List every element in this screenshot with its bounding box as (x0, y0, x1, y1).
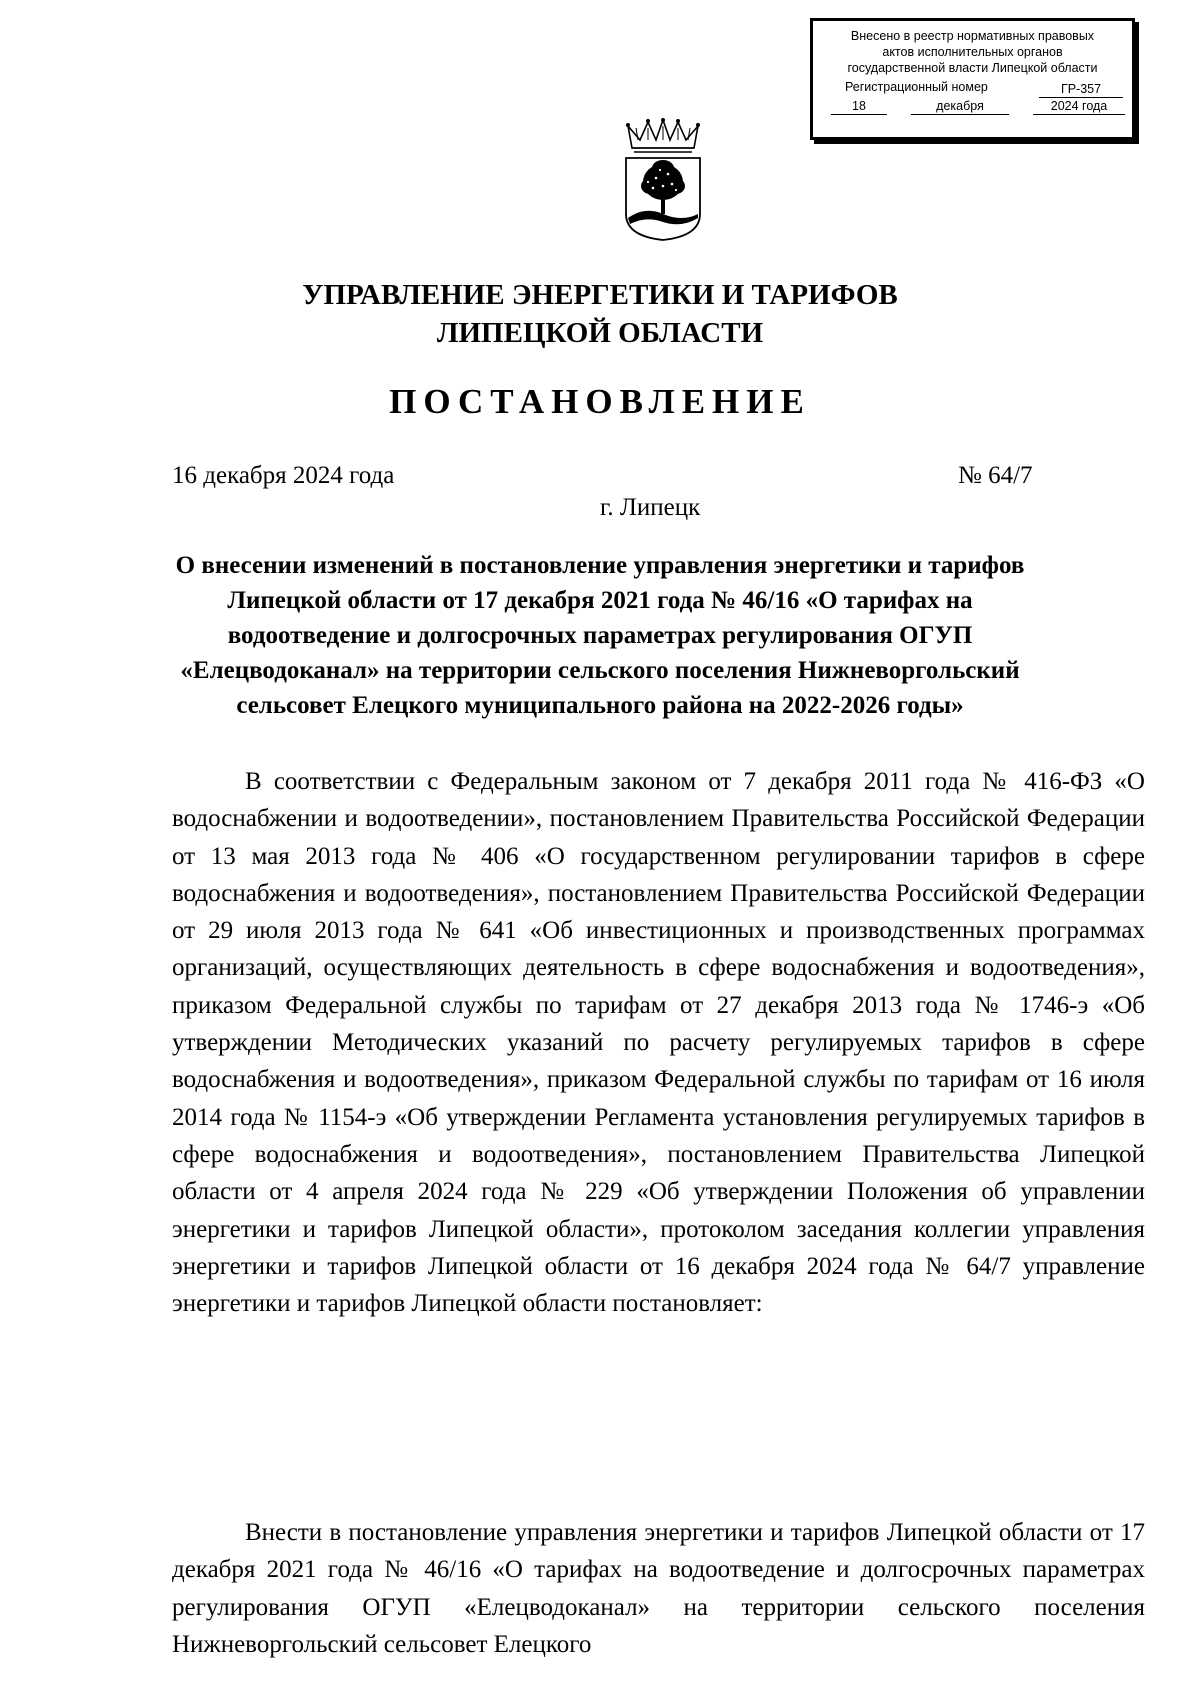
document-title-line-5: сельсовет Елецкого муниципального района на 2022-2026 годы» (236, 692, 964, 719)
lipetsk-coat-of-arms-icon (620, 118, 706, 242)
document-title-line-4: «Елецводоканал» на территории сельского поселения Нижневоргольский (180, 657, 1020, 684)
stamp-date-month: декабря (911, 98, 1009, 115)
registry-stamp (810, 18, 1135, 140)
document-date: 16 декабря 2024 года (172, 462, 395, 489)
document-number: № 64/7 (958, 462, 1033, 489)
document-type-heading: ПОСТАНОВЛЕНИЕ (389, 382, 811, 421)
stamp-registration-row (813, 77, 1132, 97)
body-paragraph-1: В соответствии с Федеральным законом от 7 декабря 2011 года № 416-ФЗ «О водоснабжении и водоотведении», постановлением Правительства Российской Федерации от 13 мая 2013 года № 406 «О государственном регулировании тарифов в сфере водоснабжения и водоотведения», постановлением Правительства Российской Федерации от 29 июля 2013 года № 641 «Об инвестиционных и производственных программах организаций, осуществляющих деятельность в сфере водоснабжения и водоотведения», приказом Федеральной службы по тарифам от 27 декабря 2013 года № 1746-э «Об утверждении Методических указаний по расчету регулируемых тарифов в сфере водоснабжения и водоотведения», приказом Федеральной службы по тарифам от 16 июля 2014 года № 1154-э «Об утверждении Регламента установления регулируемых тарифов в сфере водоснабжения и водоотведения», постановлением Правительства Липецкой области от 4 апреля 2024 года № 229 «Об утверждении Положения об управлении энергетики и тарифов Липецкой области», протоколом заседания коллегии управления энергетики и тарифов Липецкой области от 16 декабря 2024 года № 64/7 управление энергетики и тарифов Липецкой области постановляет: (172, 768, 1145, 1318)
stamp-line-1: Внесено в реестр нормативных правовых (850, 29, 1095, 43)
stamp-date-day: 18 (831, 98, 887, 115)
organization-name (0, 276, 1200, 352)
organization-name-line-1: УПРАВЛЕНИЕ ЭНЕРГЕТИКИ И ТАРИФОВ (302, 279, 898, 311)
stamp-registration-number: ГР-357 (1039, 81, 1123, 98)
stamp-line-3: государственной власти Липецкой области (847, 61, 1098, 75)
document-title (150, 548, 1050, 723)
organization-name-line-2: ЛИПЕЦКОЙ ОБЛАСТИ (436, 317, 764, 349)
document-title-line-2: Липецкой области от 17 декабря 2021 года № 46/16 «О тарифах на (227, 587, 973, 614)
body-paragraph-2: Внести в постановление управления энергетики и тарифов Липецкой области от 17 декабря 2021 года № 46/16 «О тарифах на водоотведение и долгосрочных параметрах регулирования ОГУП «Елецводоканал» на территории сельского поселения Нижневоргольский сельсовет Елецкого (172, 1519, 1145, 1658)
stamp-date-year: 2024 года (1033, 98, 1125, 115)
document-title-line-1: О внесении изменений в постановление управления энергетики и тарифов (175, 552, 1025, 579)
document-title-line-3: водоотведение и долгосрочных параметрах регулирования ОГУП (227, 622, 973, 649)
stamp-date-row (813, 97, 1132, 117)
stamp-registration-label: Регистрационный номер (845, 80, 988, 94)
document-city: г. Липецк (600, 494, 701, 521)
stamp-line-2: актов исполнительных органов (882, 45, 1063, 59)
